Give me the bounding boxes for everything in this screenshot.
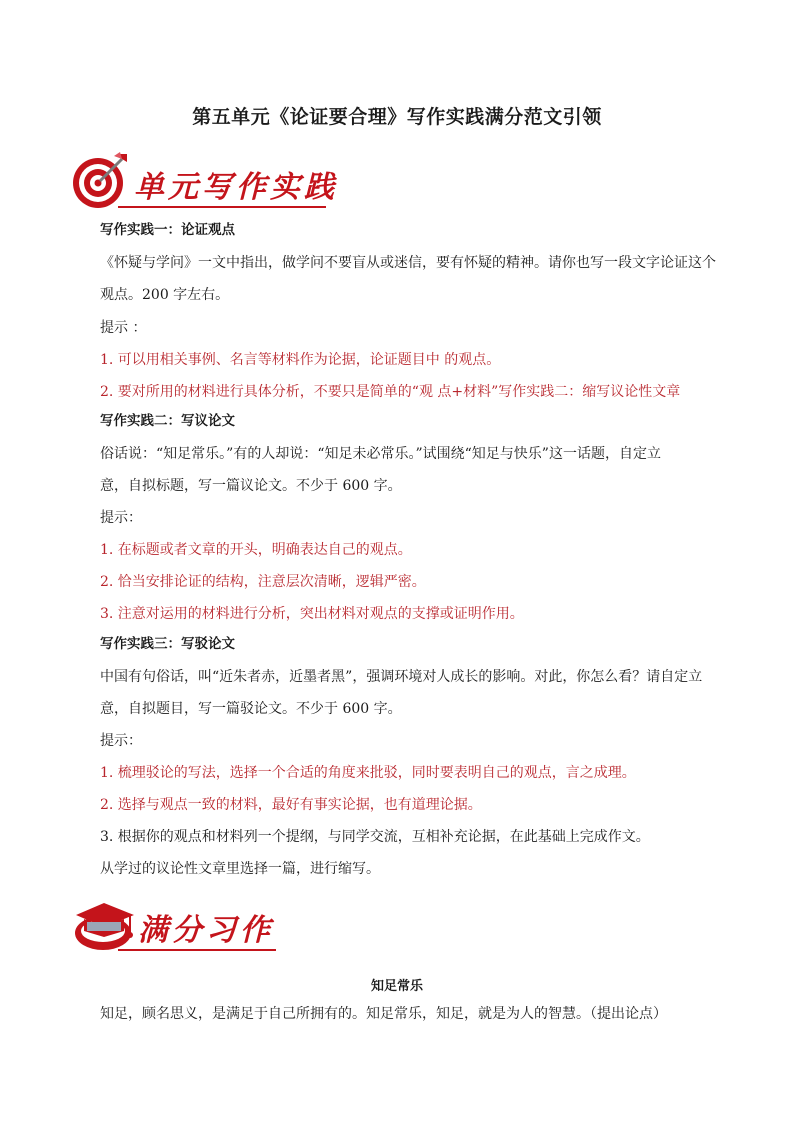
practice2-hint-3: 3. 注意对运用的材料进行分析，突出材料对观点的支撑或证明作用。 bbox=[100, 606, 524, 622]
practice2-prompt-line1: 俗话说：“知足常乐。”有的人却说：“知足未必常乐。”试围绕“知足与快乐”这一话题，自定立 bbox=[100, 446, 661, 462]
practice1-prompt-line1: 《怀疑与学问》一文中指出，做学问不要盲从或迷信，要有怀疑的精神。请你也写一段文字论证这个 bbox=[100, 255, 716, 271]
banner-underline bbox=[118, 949, 276, 951]
practice3-heading: 写作实践三：写驳论文 bbox=[100, 636, 235, 652]
target-icon bbox=[70, 150, 132, 210]
practice2-heading: 写作实践二：写议论文 bbox=[100, 413, 235, 429]
practice3-prompt-line2: 意，自拟题目，写一篇驳论文。不少于 600 字。 bbox=[100, 701, 402, 717]
practice3-hint-3: 3. 根据你的观点和材料列一个提纲，与同学交流，互相补充论据，在此基础上完成作文。 bbox=[100, 829, 650, 845]
section-banner-full-score bbox=[70, 895, 290, 955]
practice1-heading: 写作实践一：论证观点 bbox=[100, 222, 235, 238]
section-banner-writing-practice bbox=[70, 150, 340, 210]
practice3-extra: 从学过的议论性文章里选择一篇，进行缩写。 bbox=[100, 861, 380, 877]
practice3-hint-label: 提示： bbox=[100, 733, 142, 749]
practice2-prompt-line2: 意，自拟标题，写一篇议论文。不少于 600 字。 bbox=[100, 478, 402, 494]
banner-underline bbox=[118, 206, 326, 208]
practice3-hint-2: 2. 选择与观点一致的材料，最好有事实论据，也有道理论据。 bbox=[100, 797, 482, 813]
practice1-hint-2: 2. 要对所用的材料进行具体分析，不要只是简单的“观 点+材料”写作实践二：缩写议论性文章 bbox=[100, 384, 681, 400]
practice3-prompt-line1: 中国有句俗话，叫“近朱者赤，近墨者黑”，强调环境对人成长的影响。对此，你怎么看？请自定立 bbox=[100, 669, 703, 685]
practice2-hint-2: 2. 恰当安排论证的结构，注意层次清晰，逻辑严密。 bbox=[100, 574, 426, 590]
practice2-hint-1: 1. 在标题或者文章的开头，明确表达自己的观点。 bbox=[100, 542, 412, 558]
practice1-hint-1: 1. 可以用相关事例、名言等材料作为论据，论证题目中 的观点。 bbox=[100, 352, 501, 368]
practice3-hint-1: 1. 梳理驳论的写法，选择一个合适的角度来批驳，同时要表明自己的观点，言之成理。 bbox=[100, 765, 636, 781]
essay-paragraph-1: 知足，顾名思义，是满足于自己所拥有的。知足常乐，知足，就是为人的智慧。（提出论点） bbox=[100, 1006, 667, 1022]
practice1-prompt-line2: 观点。200 字左右。 bbox=[100, 287, 230, 303]
page-title: 第五单元《论证要合理》写作实践满分范文引领 bbox=[192, 106, 602, 128]
banner-title: 单元写作实践 bbox=[134, 170, 338, 205]
practice2-hint-label: 提示： bbox=[100, 510, 142, 526]
practice1-hint-label: 提示 ： bbox=[100, 320, 147, 336]
banner-title: 满分习作 bbox=[138, 913, 274, 948]
graduation-cap-icon bbox=[70, 895, 140, 955]
essay-title: 知足常乐 bbox=[370, 979, 423, 994]
